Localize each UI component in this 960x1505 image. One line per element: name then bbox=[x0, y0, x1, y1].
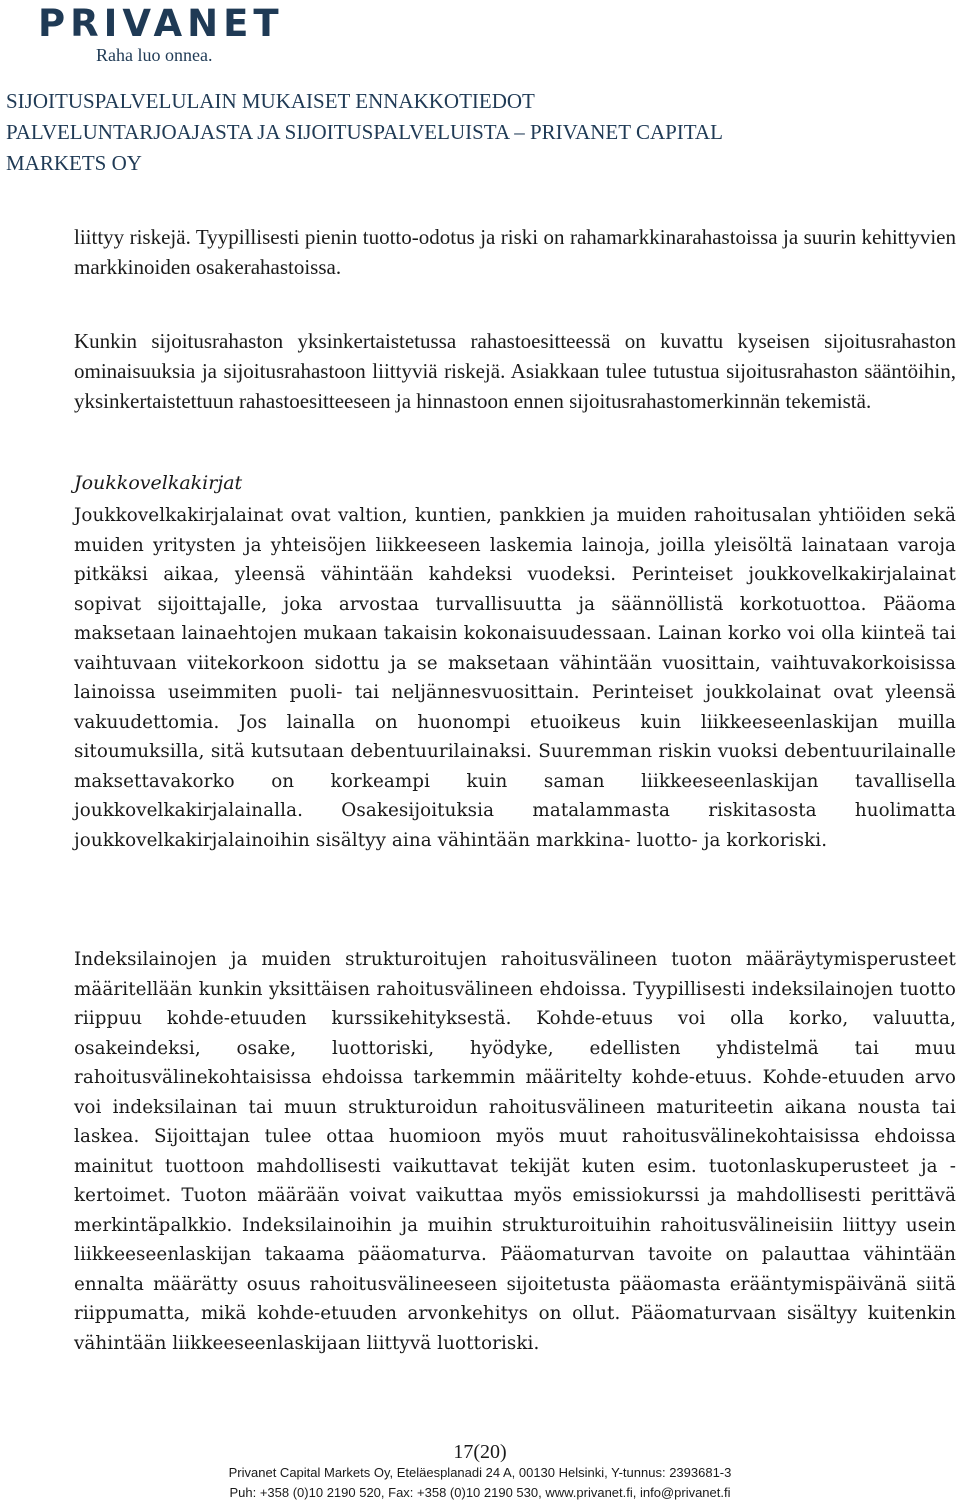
document-title-line-2: PALVELUNTARJOAJASTA JA SIJOITUSPALVELUISTA – PRIVANET CAPITAL bbox=[6, 120, 723, 144]
footer-contact: Puh: +358 (0)10 2190 520, Fax: +358 (0)10 2190 530, www.privanet.fi, info@privanet.fi bbox=[229, 1485, 731, 1500]
logo-slogan: Raha luo onnea. bbox=[96, 45, 213, 65]
paragraph-fund-risks: liittyy riskejä. Tyypillisesti pienin tuotto-odotus ja riski on rahamarkkinarahastoissa ja suurin kehittyvien markkinoiden osakerahastoissa. bbox=[74, 225, 956, 279]
footer-address: Privanet Capital Markets Oy, Eteläesplanadi 24 A, 00130 Helsinki, Y-tunnus: 2393681-3 bbox=[228, 1465, 732, 1480]
document-title bbox=[6, 86, 946, 179]
paragraph-index-loans: Indeksilainojen ja muiden strukturoitujen rahoitusvälineen tuoton määräytymisperusteet määritellään kunkin yksittäisen rahoitusvälineen ehdoissa. Tyypillisesti indeksilainojen tuotto riippuu kohde-etuuden kurssikehityksestä. Kohde-etuus voi olla korko, valuutta, osakeindeksi, osake, luottoriski, hyödyke, edellisten yhdistelmä tai muu rahoitusvälinekohtaisissa ehdoissa tarkemmin määritelty kohde-etuus. Kohde-etuuden arvo voi indeksilainan tai muun strukturoidun rahoitusvälineen maturiteetin aikana nousta tai laskea. Sijoittajan tulee ottaa huomioon myös muut rahoitusvälinekohtaisissa ehdoissa mainitut tuottoon mahdollisesti vaikuttavat tekijät kuten esim. tuotonlaskuperusteet ja -kertoimet. Tuoton määrään voivat vaikuttaa myös emissiokurssi ja mahdollisesti perittävä merkintäpalkkio. Indeksilainoihin ja muihin strukturoituihin rahoitusvälineisiin liittyy usein liikkeeseenlaskijan takaama pääomaturva. Pääomaturvan tavoite on palauttaa vähintään ennalta määrätty osuus rahoitusvälineeseen sijoitetusta pääomasta erääntymispäivänä siitä riippumatta, mikä kohde-etuuden arvonkehitys on ollut. Pääomaturvaan sisältyy kuitenkin vähintään liikkeeseenlaskijaan liittyvä luottoriski. bbox=[74, 949, 956, 1354]
document-title-line-1: SIJOITUSPALVELULAIN MUKAISET ENNAKKOTIEDOT bbox=[6, 89, 535, 113]
document-title-line-3: MARKETS OY bbox=[6, 151, 142, 175]
page-number: 17(20) bbox=[453, 1441, 507, 1463]
paragraph-bonds: Joukkovelkakirjalainat ovat valtion, kuntien, pankkien ja muiden rahoitusalan yhtiöiden sekä muiden yritysten ja yhteisöjen liikkeeseen laskemia lainoja, joilla yleisöltä lainataan varoja pitkäksi aikaa, yleensä vähintään kahdeksi vuodeksi. Perinteiset joukkovelkakirjalainat sopivat sijoittajalle, joka arvostaa turvallisuutta ja säännöllistä korkotuottoa. Pääoma maksetaan lainaehtojen mukaan takaisin kokonaisuudessaan. Lainan korko voi olla kiinteä tai vaihtuvaan viitekorkoon sidottu ja se maksetaan vähintään vuosittain, vaihtuvakorkoisissa lainoissa useimmiten puoli- tai neljännesvuosittain. Perinteiset joukkolainat ovat yleensä vakuudettomia. Jos lainalla on huonompi etuoikeus kuin liikkeeseenlaskijan muilla sitoumuksilla, sitä kutsutaan debentuurilainaksi. Suuremman riskin vuoksi debentuurilainalle maksettavakorko on korkeampi kuin saman liikkeeseenlaskijan tavallisella joukkovelkakirjalainalla. Osakesijoituksia matalammasta riskitasosta huolimatta joukkovelkakirjalainoihin sisältyy aina vähintään markkina- luotto- ja korkoriski. bbox=[74, 505, 956, 851]
paragraph-fund-prospectus: Kunkin sijoitusrahaston yksinkertaistetussa rahastoesitteessä on kuvattu kyseisen sijoitusrahaston ominaisuuksia ja sijoitusrahastoon liittyviä riskejä. Asiakkaan tulee tutustua sijoitusrahaston sääntöihin, yksinkertaistettuun rahastoesitteeseen ja hinnastoon ennen sijoitusrahastomerkinnän tekemistä. bbox=[74, 329, 956, 413]
section-heading-bonds: Joukkovelkakirjat bbox=[74, 472, 243, 494]
logo-wordmark: PRIVANET bbox=[38, 2, 284, 45]
privanet-logo bbox=[38, 4, 308, 66]
